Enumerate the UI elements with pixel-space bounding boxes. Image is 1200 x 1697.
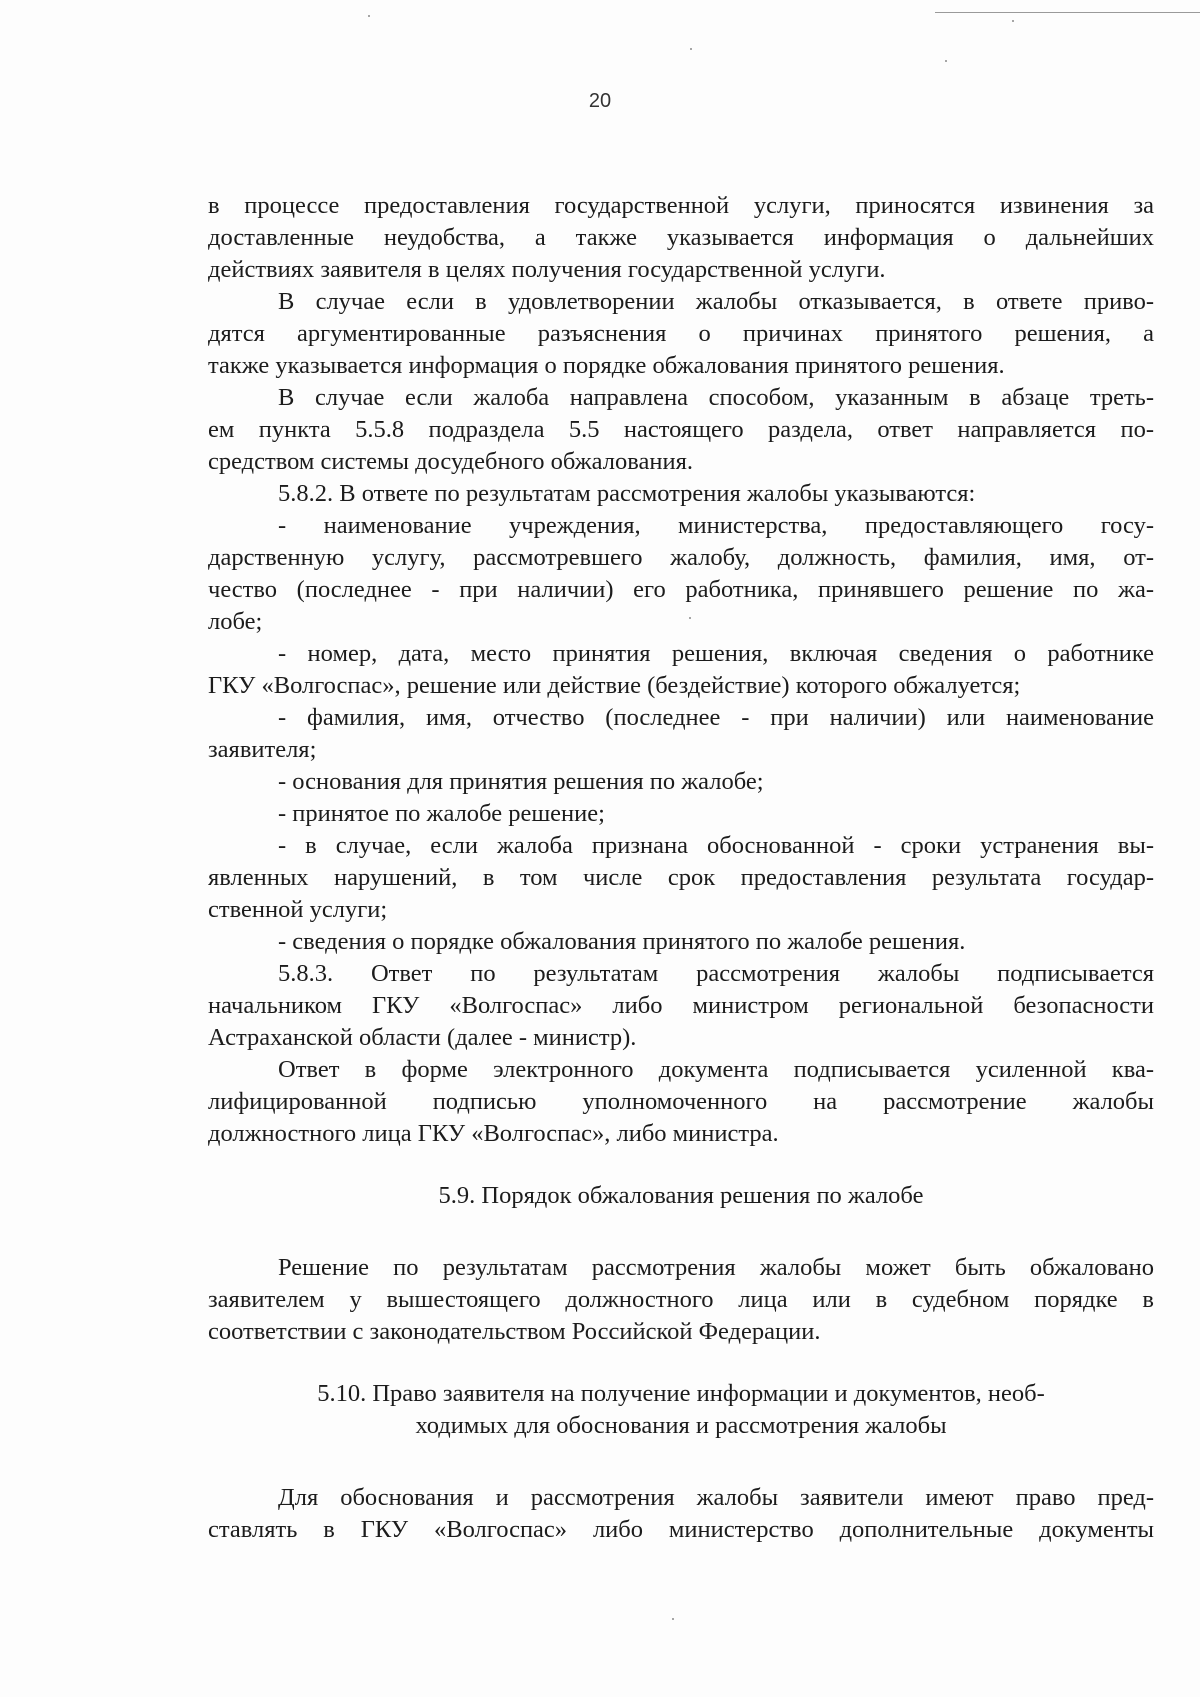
body-line: начальником ГКУ «Волгоспас» либо министром региональной безопасности	[208, 992, 1154, 1019]
scan-speck	[690, 48, 692, 50]
body-line: - основания для принятия решения по жалобе;	[278, 768, 764, 795]
body-line: соответствии с законодательством Российской Федерации.	[208, 1318, 821, 1345]
scan-speck	[689, 617, 691, 619]
scan-edge-line	[935, 12, 1200, 13]
body-line: явленных нарушений, в том числе срок предоставления результата государ-	[208, 864, 1154, 891]
body-line: заявителем у вышестоящего должностного лица или в судебном порядке в	[208, 1286, 1154, 1313]
body-line: лобе;	[208, 608, 263, 635]
body-line: Для обоснования и рассмотрения жалобы заявители имеют право пред-	[278, 1484, 1154, 1511]
section-heading: ходимых для обоснования и рассмотрения жалобы	[415, 1412, 947, 1439]
body-line: лифицированной подписью уполномоченного на рассмотрение жалобы	[208, 1088, 1154, 1115]
body-line: доставленные неудобства, а также указывается информация о дальнейших	[208, 224, 1154, 251]
body-line: - номер, дата, место принятия решения, включая сведения о работнике	[278, 640, 1154, 667]
body-line: - сведения о порядке обжалования принятого по жалобе решения.	[278, 928, 966, 955]
body-line: Решение по результатам рассмотрения жалобы может быть обжаловано	[278, 1254, 1154, 1281]
body-line: Астраханской области (далее - министр).	[208, 1024, 637, 1051]
body-line: В случае если в удовлетворении жалобы отказывается, в ответе приво-	[278, 288, 1154, 315]
body-line: действиях заявителя в целях получения государственной услуги.	[208, 256, 886, 283]
body-line: 5.8.2. В ответе по результатам рассмотрения жалобы указываются:	[278, 480, 976, 507]
body-line: средством системы досудебного обжалования.	[208, 448, 693, 475]
page-number: 20	[588, 90, 612, 112]
body-line: - принятое по жалобе решение;	[278, 800, 605, 827]
body-line: дарственную услугу, рассмотревшего жалобу, должность, фамилия, имя, от-	[208, 544, 1154, 571]
section-heading: 5.10. Право заявителя на получение информации и документов, необ-	[317, 1380, 1045, 1407]
body-line: 5.8.3. Ответ по результатам рассмотрения жалобы подписывается	[278, 960, 1154, 987]
body-line: - фамилия, имя, отчество (последнее - при наличии) или наименование	[278, 704, 1154, 731]
body-line: дятся аргументированные разъяснения о причинах принятого решения, а	[208, 320, 1154, 347]
body-line: ственной услуги;	[208, 896, 388, 923]
body-line: ем пункта 5.5.8 подраздела 5.5 настоящего раздела, ответ направляется по-	[208, 416, 1154, 443]
body-line: также указывается информация о порядке обжалования принятого решения.	[208, 352, 1005, 379]
body-line: должностного лица ГКУ «Волгоспас», либо министра.	[208, 1120, 779, 1147]
scan-speck	[1012, 20, 1014, 22]
body-line: заявителя;	[208, 736, 317, 763]
body-line: - в случае, если жалоба признана обоснованной - сроки устранения вы-	[278, 832, 1154, 859]
scan-speck	[945, 60, 947, 62]
body-line: Ответ в форме электронного документа подписывается усиленной ква-	[278, 1056, 1154, 1083]
body-line: ставлять в ГКУ «Волгоспас» либо министерство дополнительные документы	[208, 1516, 1154, 1543]
section-heading: 5.9. Порядок обжалования решения по жалобе	[438, 1182, 924, 1209]
scan-speck	[672, 1618, 674, 1620]
scan-speck	[368, 15, 370, 17]
body-line: В случае если жалоба направлена способом, указанным в абзаце треть-	[278, 384, 1154, 411]
body-line: чество (последнее - при наличии) его работника, принявшего решение по жа-	[208, 576, 1154, 603]
body-line: - наименование учреждения, министерства, предоставляющего госу-	[278, 512, 1154, 539]
body-line: ГКУ «Волгоспас», решение или действие (бездействие) которого обжалуется;	[208, 672, 1021, 699]
body-line: в процессе предоставления государственной услуги, приносятся извинения за	[208, 192, 1154, 219]
